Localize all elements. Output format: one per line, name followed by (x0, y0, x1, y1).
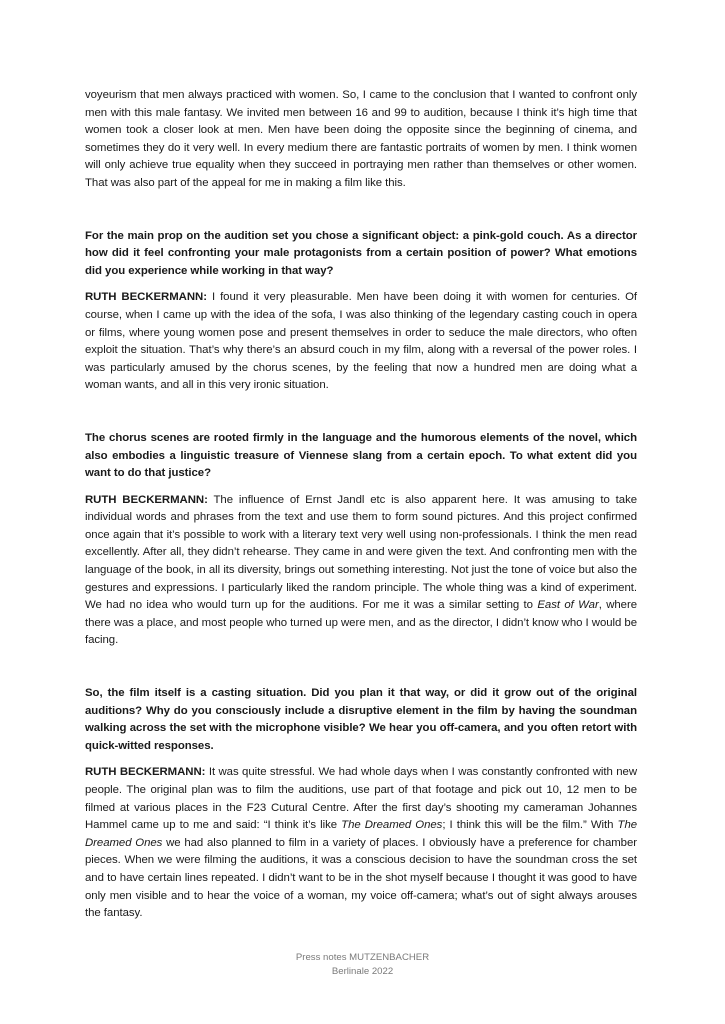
interview-answer-2 (85, 492, 637, 650)
spacer (85, 395, 637, 430)
speaker-label: RUTH BECKERMANN: (85, 291, 207, 304)
interview-question-1: For the main prop on the audition set you chose a significant object: a pink-gold couch. As a director how did it feel confronting your male protagonists from a certain position of power? What emotions did you experience while working in that way? (85, 229, 637, 277)
intro-paragraph: voyeurism that men always practiced with women. So, I came to the conclusion that I wanted to confront only men with this male fantasy. We invited men between 16 and 99 to audition, because I think it’s high time that women took a closer look at men. Men have been doing the opposite since the beginning of cinema, and sometimes they do it very well. In every medium there are fantastic portraits of women by men. I think women will only achieve true equality when they succeed in portraying men rather than themselves or other women. That was also part of the appeal for me in making a film like this. (85, 89, 637, 189)
answer-text: The influence of Ernst Jandl etc is also apparent here. It was amusing to take individual words and phrases from the text and use them to form sound pictures. And this project confirmed once again that it’s possible to work with a literary text very well using non-professionals. I think the men read excellently. After all, they didn’t rehearse. They came in and were given the text. And confronting men with the language of the book, in all its diversity, brings out something interesting. Not just the tone of voice but also the gestures and expressions. I particularly liked the random principle. The whole thing was a kind of experiment. We had no idea who would turn up for the auditions. For me it was a similar setting to (85, 493, 637, 612)
footer-title: Press notes MUTZENBACHER (295, 952, 430, 963)
spacer (85, 650, 637, 685)
answer-text: It was quite stressful. We had whole days when I was constantly confronted with new people. The original plan was to film the auditions, use part of that footage and pick out 10, 12 men to be filmed at various places in the F23 Cutural Centre. After the first day’s shooting my cameraman Johannes Hammel came up to me and said: “I think it’s like (85, 766, 637, 832)
film-title-dreamed-ones: The Dreamed Ones (341, 819, 443, 832)
spacer (85, 193, 637, 228)
interview-answer-1 (85, 289, 637, 395)
spacer (85, 483, 637, 492)
interview-answer-3 (85, 764, 637, 922)
interview-question-3: So, the film itself is a casting situation. Did you plan it that way, or did it grow out of the original auditions? Why do you consciously include a disruptive element in the film by having the soundman walking across the set with the microphone visible? We hear you off-camera, and you often retort with quick-witted responses. (85, 687, 637, 752)
speaker-label: RUTH BECKERMANN: (85, 493, 208, 506)
answer-text: I found it very pleasurable. Men have been doing it with women for centuries. Of course, when I came up with the idea of the sofa, I was also thinking of the legendary casting couch in opera or films, where young women pose and present themselves in order to seduce the male directors, who often exploit the situation. That’s why there’s an absurd couch in my film, along with a reversal of the power roles. I was particularly amused by the chorus scenes, by the feeling that now a hundred men are doing what a woman wants, and all in this very ironic situation. (85, 291, 637, 392)
answer-text: ; I think this will be the film.” With (442, 819, 618, 832)
film-title-east-of-war: East of War (537, 599, 599, 612)
speaker-label: RUTH BECKERMANN: (85, 766, 206, 779)
answer-text: we had also planned to film in a variety of places. I obviously have a preference for chamber pieces. When we were filming the auditions, it was a conscious decision to have the soundman cross the set and to have certain lines repeated. I didn’t want to be in the shot myself because I thought it was good to have only men visible and to hear the voice of a woman, my voice off-camera; what’s out of sight always arouses the fantasy. (85, 836, 637, 920)
film-title-dreamed-ones: The Dreamed Ones (85, 819, 638, 849)
answer-text: , where there was a place, and most people who turned up were men, and as the director, I didn’t know who I would be facing. (85, 599, 637, 647)
spacer (85, 755, 637, 764)
page-footer (0, 951, 725, 979)
document-body (85, 87, 637, 923)
interview-question-2: The chorus scenes are rooted firmly in the language and the humorous elements of the novel, which also embodies a linguistic treasure of Viennese slang from a certain epoch. To what extent did you want to do that justice? (85, 431, 637, 480)
spacer (85, 280, 637, 289)
footer-event: Berlinale 2022 (331, 966, 394, 977)
